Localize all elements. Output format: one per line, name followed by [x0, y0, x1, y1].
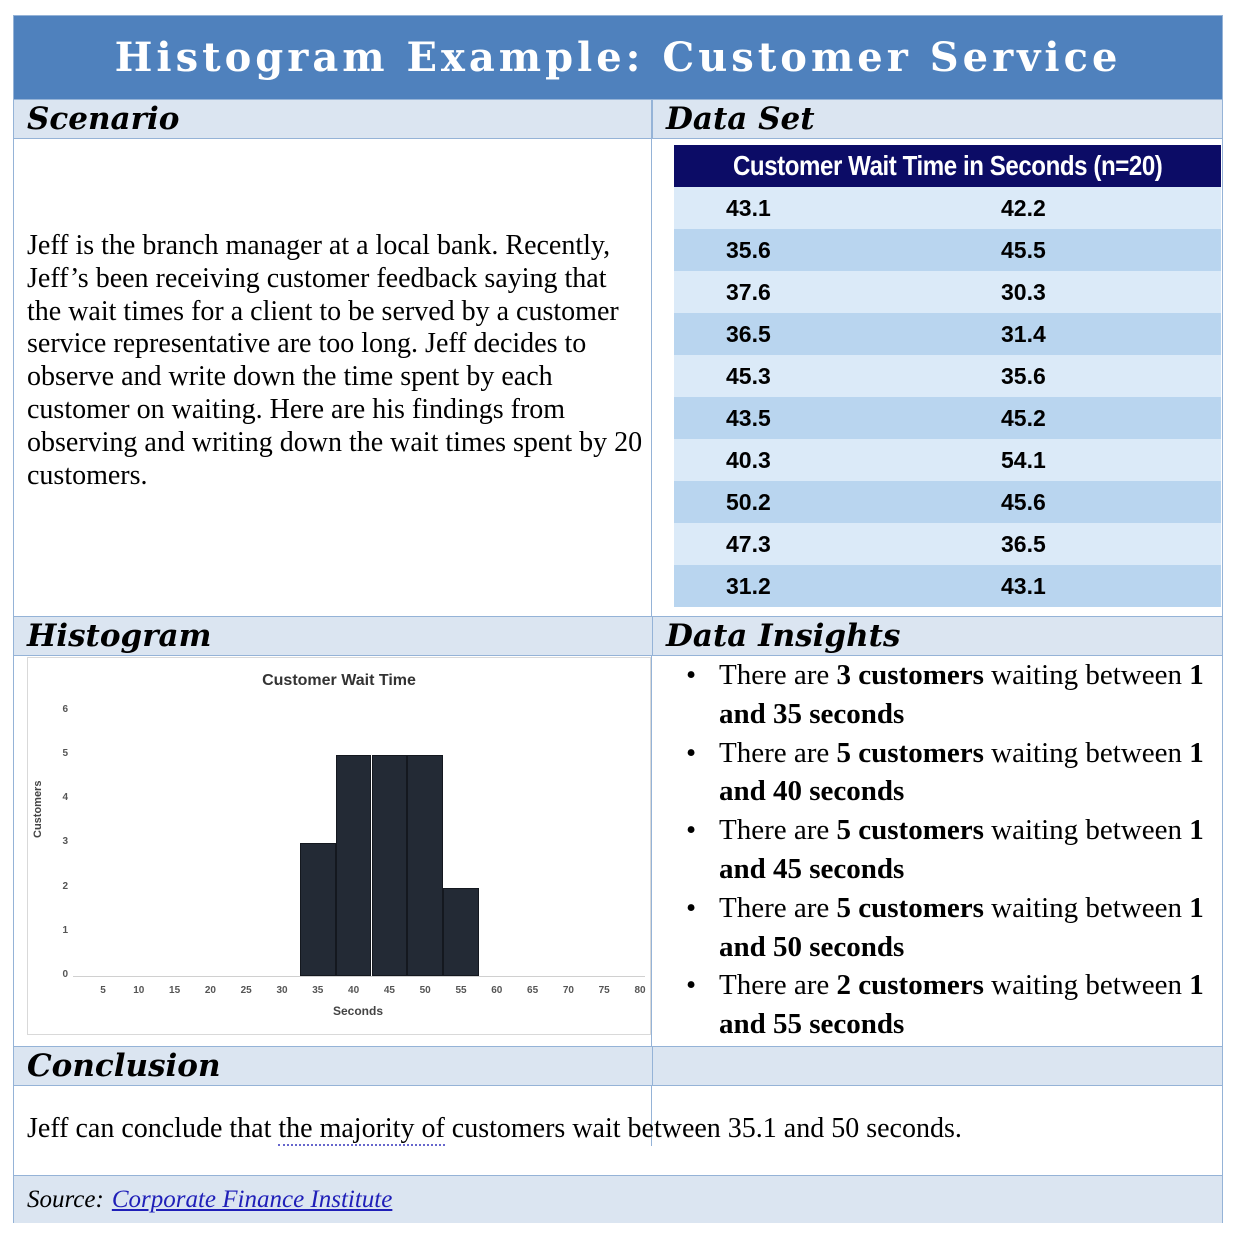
- histogram-bar: [443, 888, 479, 976]
- table-row: [674, 187, 1221, 229]
- x-tick-label: 30: [276, 985, 288, 996]
- table-cell: 31.4: [1001, 320, 1046, 347]
- data-set-table: [674, 145, 1221, 607]
- infographic-sheet: [13, 15, 1223, 1223]
- y-tick-label: 6: [62, 703, 68, 715]
- x-tick-label: 40: [348, 985, 360, 996]
- data-set-header: [652, 99, 1222, 139]
- insight-item: • There are 3 customers waiting between 1 and 35 seconds: [686, 656, 1216, 734]
- table-cell: 43.1: [1001, 572, 1046, 599]
- table-row: [674, 397, 1221, 439]
- histogram-heading: Histogram: [27, 618, 212, 654]
- y-tick-label: 4: [62, 792, 68, 804]
- table-cell: 45.5: [1001, 236, 1046, 263]
- data-insights-header: [652, 616, 1222, 656]
- x-tick-label: 25: [240, 985, 252, 996]
- table-cell: 36.5: [726, 320, 771, 347]
- x-tick-label: 10: [133, 985, 145, 996]
- table-cell: 36.5: [1001, 530, 1046, 557]
- table-cell: 54.1: [1001, 446, 1046, 473]
- data-table-header: Customer Wait Time in Seconds (n=20): [674, 145, 1221, 187]
- source-label: Source:: [27, 1185, 104, 1213]
- scenario-heading: Scenario: [27, 101, 180, 137]
- title-bar: [14, 16, 1222, 99]
- table-cell: 45.3: [726, 362, 771, 389]
- table-cell: 42.2: [1001, 194, 1046, 221]
- table-cell: 40.3: [726, 446, 771, 473]
- x-tick-label: 65: [527, 985, 539, 996]
- conclusion-heading: Conclusion: [27, 1048, 221, 1084]
- table-cell: 50.2: [726, 488, 771, 515]
- y-tick-label: 0: [62, 969, 68, 980]
- histogram-bar: [336, 755, 372, 976]
- x-tick-label: 75: [598, 985, 610, 996]
- x-tick-label: 35: [312, 985, 324, 996]
- y-tick-label: 1: [62, 924, 68, 936]
- table-row: [674, 565, 1221, 607]
- chart-title: Customer Wait Time: [262, 672, 416, 689]
- scenario-text: Jeff is the branch manager at a local bank. Recently, Jeff’s been receiving customer feedback saying that the wait times for a client to be served by a customer service representative are too long. Jeff decides to observe and write down the time spent by each customer on waiting. Here are his findings from observing and writing down the wait times spent by 20 customers.: [27, 230, 643, 491]
- x-tick-label: 55: [455, 985, 467, 996]
- table-row: [674, 439, 1221, 481]
- x-tick-label: 5: [100, 985, 106, 996]
- table-row: [674, 313, 1221, 355]
- conclusion-header: [14, 1046, 652, 1086]
- table-cell: 35.6: [1001, 362, 1046, 389]
- insight-item: • There are 2 customers waiting between 1 and 55 seconds: [686, 966, 1216, 1044]
- table-cell: 31.2: [726, 572, 771, 599]
- histogram-bar: [407, 755, 443, 976]
- x-tick-label: 80: [634, 985, 646, 996]
- table-cell: 47.3: [726, 530, 771, 557]
- x-axis-label: Seconds: [332, 1004, 383, 1018]
- x-tick-label: 45: [383, 985, 395, 996]
- histogram-bar: [300, 843, 336, 976]
- y-tick-label: 3: [62, 836, 68, 848]
- histogram-bar: [372, 755, 408, 976]
- table-row: [674, 229, 1221, 271]
- histogram-header: [14, 616, 652, 656]
- data-table-body: [674, 187, 1221, 607]
- page-title: Histogram Example: Customer Service: [114, 34, 1122, 81]
- x-tick-label: 50: [419, 985, 431, 996]
- y-tick-label: 2: [62, 880, 68, 892]
- table-cell: 45.6: [1001, 488, 1046, 515]
- insight-item: • There are 5 customers waiting between 1 and 50 seconds: [686, 889, 1216, 967]
- table-cell: 30.3: [1001, 278, 1046, 305]
- source-row: [14, 1175, 1222, 1223]
- table-cell: 43.5: [726, 404, 771, 431]
- y-tick-label: 5: [62, 748, 68, 759]
- conclusion-header-empty-cell: [652, 1046, 1222, 1086]
- table-cell: 35.6: [726, 236, 771, 263]
- table-row: [674, 355, 1221, 397]
- histogram-chart: [27, 657, 651, 1035]
- table-row: [674, 271, 1221, 313]
- source-link[interactable]: Corporate Finance Institute: [111, 1185, 393, 1213]
- table-row: [674, 481, 1221, 523]
- data-set-heading: Data Set: [666, 101, 815, 137]
- table-cell: 45.2: [1001, 404, 1046, 431]
- y-axis-label: Customers: [32, 780, 44, 838]
- highlighted-phrase: the majority of: [278, 1113, 445, 1144]
- x-tick-label: 20: [204, 985, 216, 996]
- insight-item: • There are 5 customers waiting between 1 and 45 seconds: [686, 811, 1216, 889]
- x-tick-label: 70: [562, 985, 574, 996]
- scenario-header: [14, 99, 652, 139]
- conclusion-text: Jeff can conclude that the majority of customers wait between 35.1 and 50 seconds.: [27, 1113, 962, 1144]
- insight-item: • There are 5 customers waiting between 1 and 40 seconds: [686, 734, 1216, 812]
- data-insights-heading: Data Insights: [666, 618, 901, 654]
- table-row: [674, 523, 1221, 565]
- insights-list: [686, 656, 1216, 1044]
- table-cell: 37.6: [726, 278, 771, 305]
- x-axis-line: [73, 976, 645, 977]
- x-tick-label: 15: [169, 985, 181, 996]
- table-cell: 43.1: [726, 194, 771, 221]
- x-tick-label: 60: [491, 985, 503, 996]
